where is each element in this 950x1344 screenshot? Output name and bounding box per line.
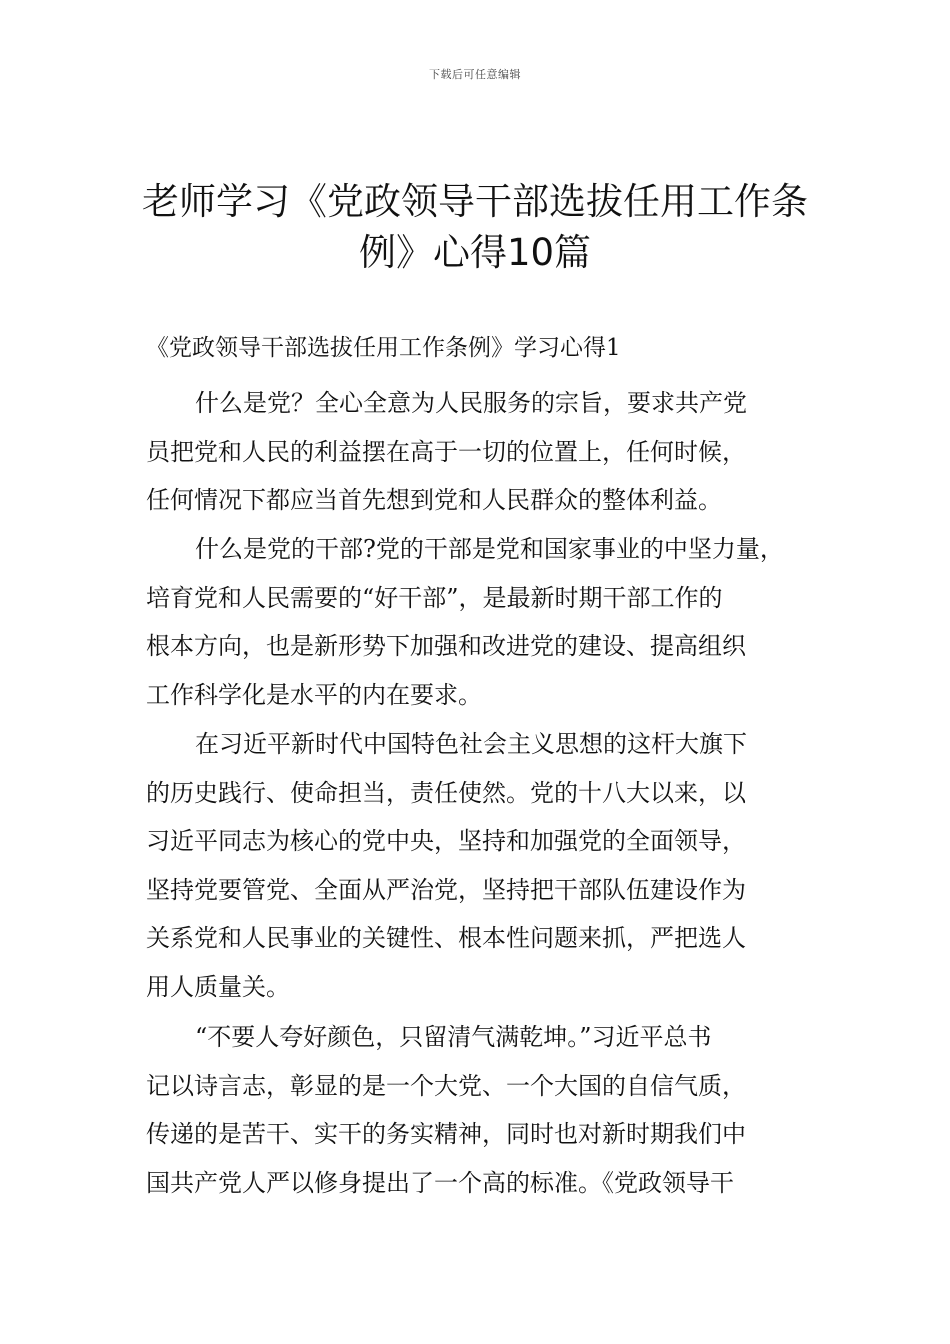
paragraph-line: 记以诗言志，彰显的是一个大党、一个大国的自信气质， (146, 1071, 746, 1100)
paragraph-line: 坚持党要管党、全面从严治党，坚持把干部队伍建设作为 (146, 875, 746, 904)
paragraph-line: 习近平同志为核心的党中央，坚持和加强党的全面领导， (146, 827, 746, 856)
document-title-line: 例》心得10篇 (358, 231, 592, 274)
document-title-line: 老师学习《党政领导干部选拔任用工作条 (142, 180, 808, 223)
document-title (120, 176, 830, 278)
paragraph (146, 379, 836, 525)
paragraph-line: 任何情况下都应当首先想到党和人民群众的整体利益。 (146, 486, 722, 515)
paragraph-line: 工作科学化是水平的内在要求。 (146, 680, 482, 709)
paragraph-line: 根本方向，也是新形势下加强和改进党的建设、提高组织 (146, 632, 746, 661)
paragraph (146, 720, 836, 1012)
paragraph-line: 用人质量关。 (146, 972, 290, 1001)
paragraph (146, 525, 836, 719)
paragraph-line: “不要人夸好颜色，只留清气满乾坤。”习近平总书 (195, 1023, 712, 1051)
paragraph-line: 关系党和人民事业的关键性、根本性问题来抓，严把选人 (146, 924, 746, 953)
paragraph-line: 在习近平新时代中国特色社会主义思想的这杆大旗下 (195, 730, 747, 758)
paragraph (146, 1013, 836, 1207)
paragraph-line: 什么是党的干部?党的干部是党和国家事业的中坚力量， (195, 535, 784, 563)
paragraph-line: 的历史践行、使命担当，责任使然。党的十八大以来，以 (146, 778, 746, 807)
paragraph-line: 国共产党人严以修身提出了一个高的标准。《党政领导干 (146, 1168, 734, 1197)
section-subheading: 《党政领导干部选拔任用工作条例》学习心得1 (146, 335, 621, 361)
paragraph-line: 传递的是苦干、实干的务实精神，同时也对新时期我们中 (146, 1120, 746, 1149)
paragraph-line: 什么是党？全心全意为人民服务的宗旨，要求共产党 (195, 389, 747, 417)
paragraph-line: 员把党和人民的利益摆在高于一切的位置上，任何时候， (146, 437, 746, 466)
page-header-note: 下载后可任意编辑 (429, 68, 521, 81)
paragraph-line: 培育党和人民需要的“好干部”，是最新时期干部工作的 (146, 583, 723, 612)
